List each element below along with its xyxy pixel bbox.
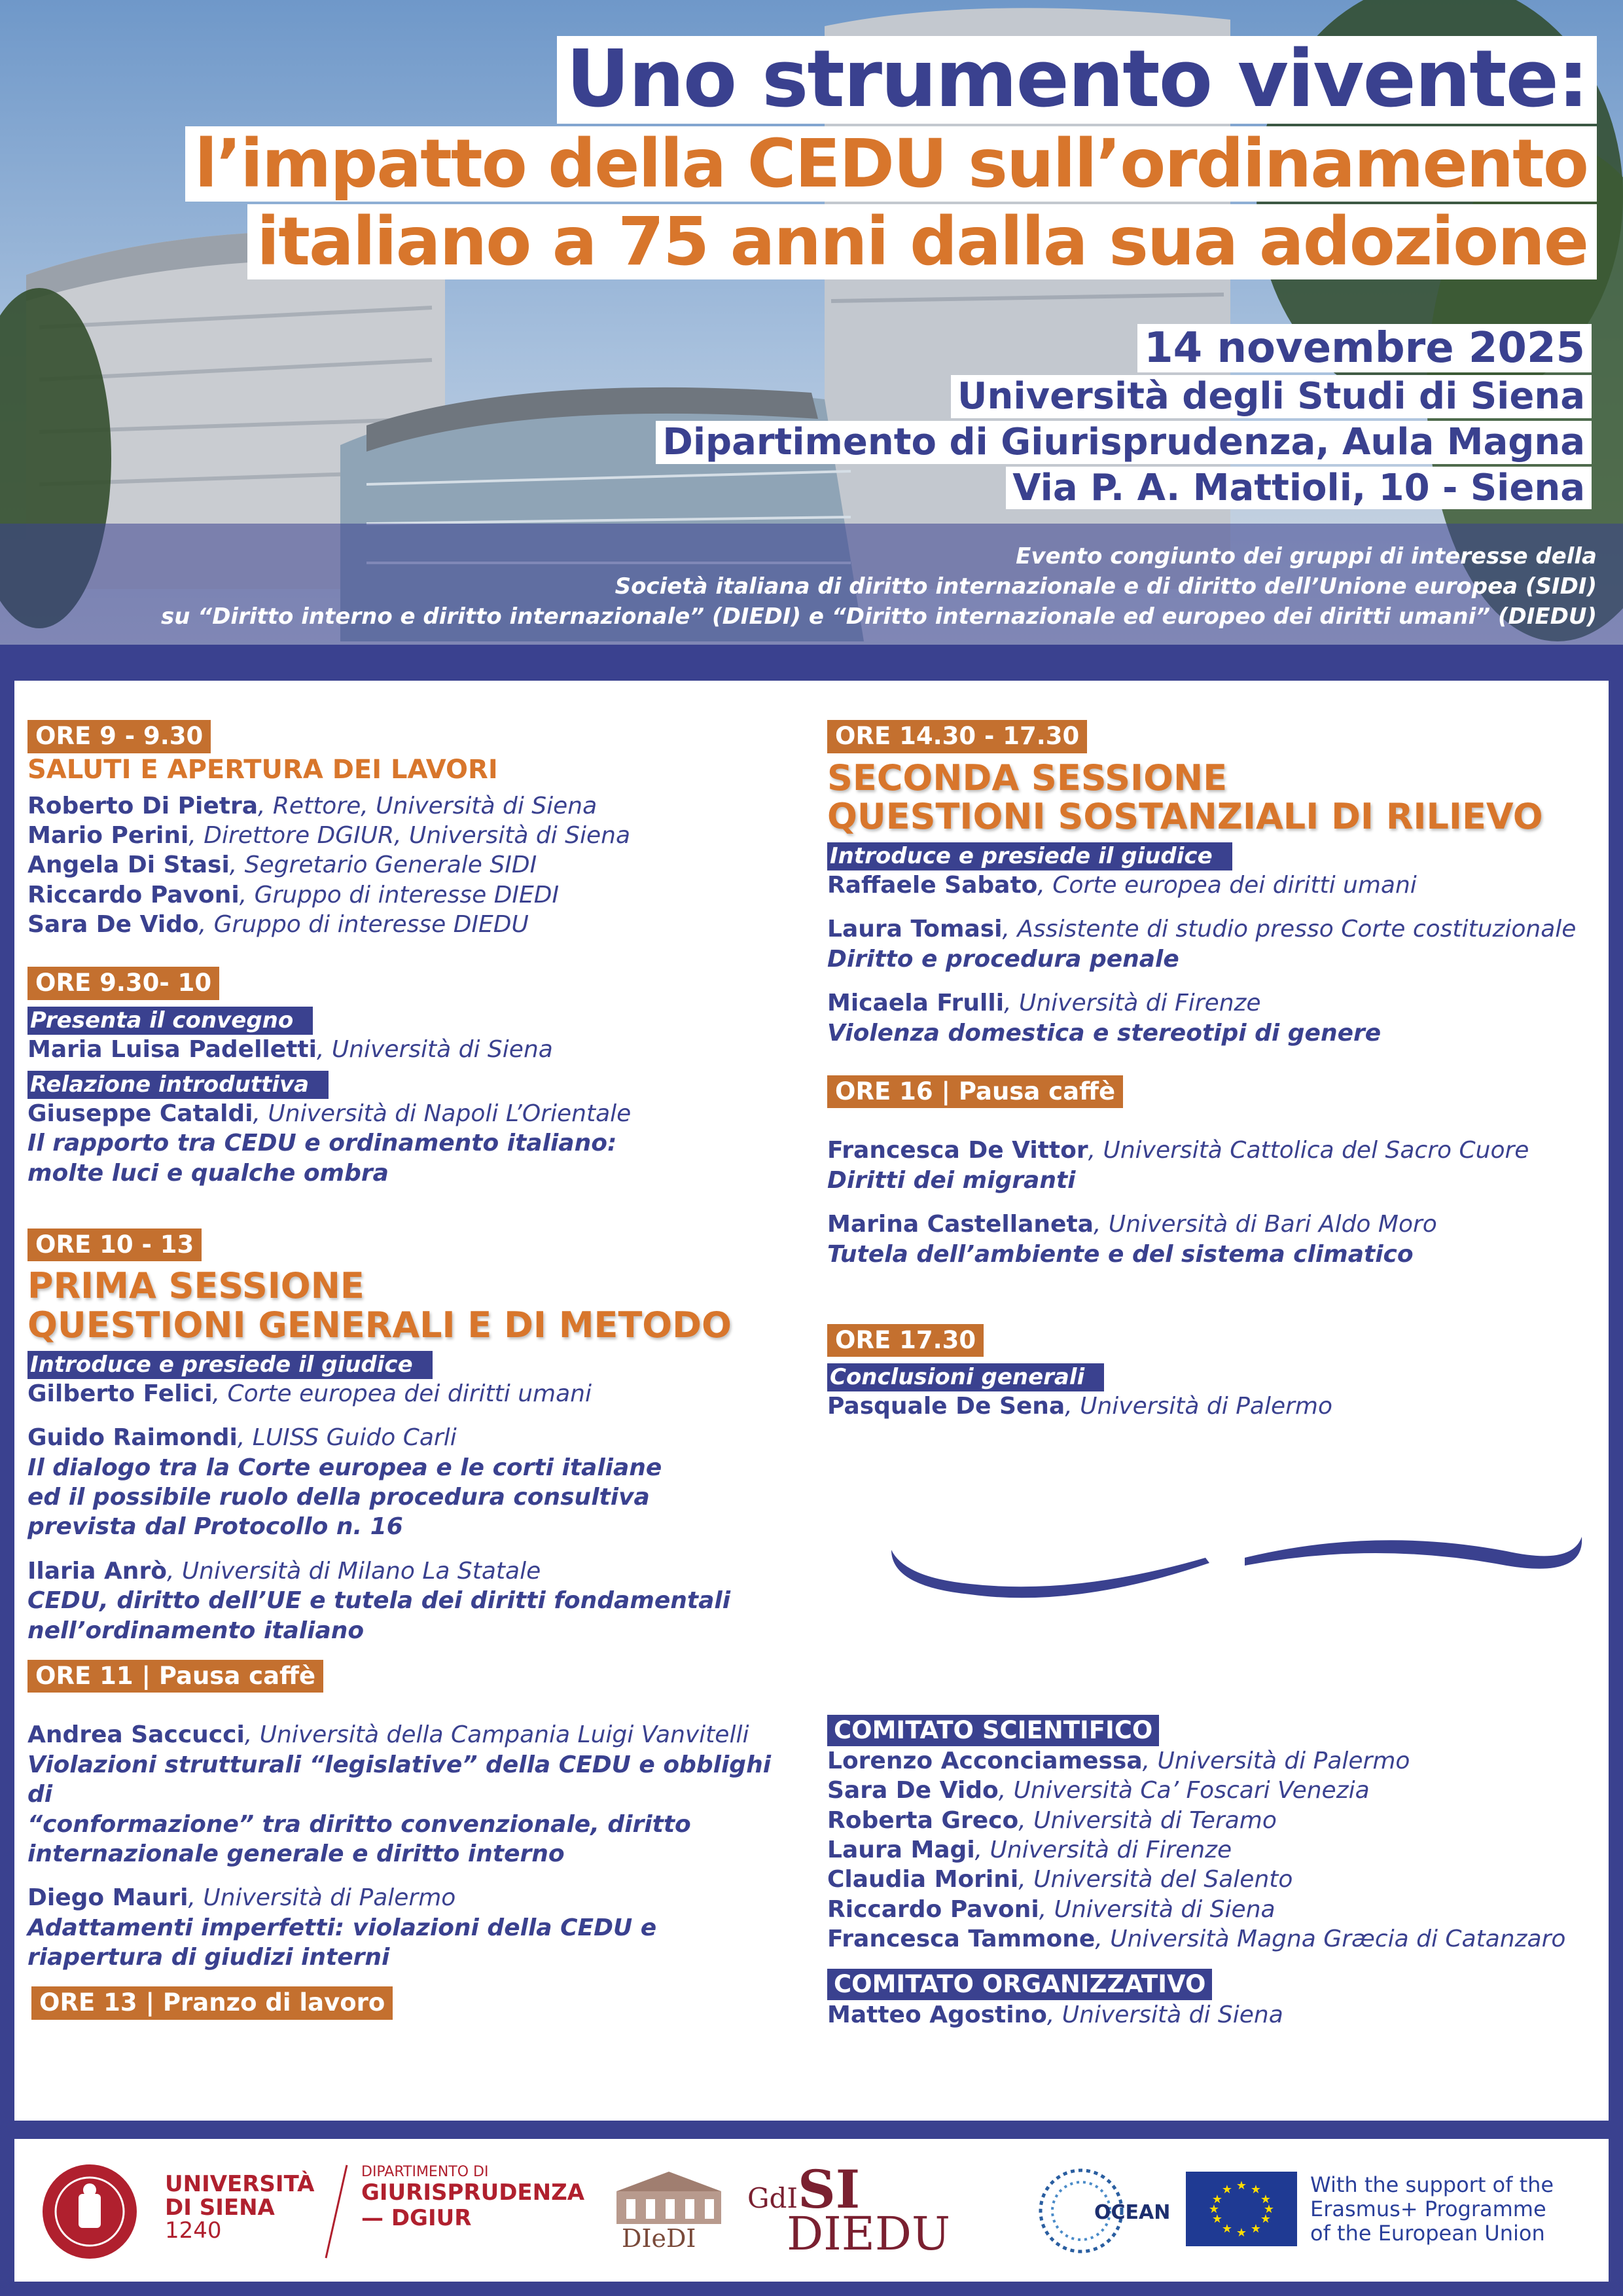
talk-topic: CEDU, diritto dell’UE e tutela dei diritti fondamentali [27, 1587, 731, 1615]
speaker-row: Laura Tomasi, Assistente di studio presso Corte costituzionale [827, 916, 1577, 943]
time-badge-16: ORE 16 | Pausa caffè [827, 1075, 1123, 1109]
time-badge-13: ORE 13 | Pranzo di lavoro [31, 1986, 393, 2020]
speaker-row: Ilaria Anrò, Università di Milano La Statale [27, 1557, 541, 1585]
joint-line-3: su “Diritto interno e diritto internazionale” (DIEDI) e “Diritto internazionale ed europeo dei diritti umani” (DIEDU) [161, 603, 1597, 630]
speaker-row: Diego Mauri, Università di Palermo [27, 1884, 456, 1912]
program-card [14, 681, 1609, 2121]
talk-topic: Diritti dei migranti [827, 1166, 1076, 1194]
logo-divider [323, 2162, 349, 2261]
unisiena-seal-icon [41, 2162, 139, 2261]
role-tag-presiede: Introduce e presiede il giudice [27, 1351, 433, 1379]
committee-list [827, 1746, 1599, 1954]
committee-member: Francesca Tammone, Università Magna Græcia di Catanzaro [827, 1926, 1566, 1953]
role-tag-relazione: Relazione introduttiva [27, 1071, 329, 1099]
talk-topic: Il dialogo tra la Corte europea e le corti italiane [27, 1454, 662, 1481]
speaker-row: Andrea Saccucci, Università della Campania Luigi Vanvitelli [27, 1721, 749, 1749]
time-badge-1730: ORE 17.30 [827, 1324, 984, 1357]
talk-topic: Diritto e procedura penale [827, 945, 1179, 973]
speaker-row: Marina Castellaneta, Università di Bari Aldo Moro [827, 1211, 1437, 1238]
speaker-row: Angela Di Stasi, Segretario Generale SIDI [27, 852, 537, 879]
talk-topic: Violenza domestica e stereotipi di genere [827, 1019, 1382, 1047]
time-badge-10: ORE 10 - 13 [27, 1229, 202, 1262]
dgiur-wordmark: DIPARTIMENTO DI GIURISPRUDENZA — DGIUR [361, 2164, 585, 2232]
joint-line-2: Società italiana di diritto internazionale e di diritto dell’Unione europea (SIDI) [615, 573, 1597, 600]
talk-topic: ed il possibile ruolo della procedura consultiva [27, 1484, 650, 1511]
talk-topic: Violazioni strutturali “legislative” della CEDU e obblighi di [27, 1751, 772, 1808]
time-badge-11: ORE 11 | Pausa caffè [27, 1660, 323, 1693]
speaker-row: Mario Perini, Direttore DGIUR, Università di Siena [27, 821, 631, 849]
committee-scientific-title: COMITATO SCIENTIFICO [827, 1715, 1159, 1746]
ocean-wordmark: OCEAN [1094, 2201, 1171, 2224]
talk-topic: nell’ordinamento italiano [27, 1617, 365, 1644]
svg-text:★: ★ [1221, 2222, 1233, 2236]
diedi-wordmark: DIeDI [622, 2224, 696, 2253]
header-banner [0, 0, 1623, 645]
program-left-column [27, 720, 800, 2020]
speaker-row: Guido Raimondi, LUISS Guido Carli [27, 1424, 457, 1452]
eu-support-text: With the support of the Erasmus+ Programme of the European Union [1310, 2172, 1554, 2246]
speaker-row: Micaela Frulli, Università di Firenze [827, 990, 1261, 1017]
role-tag-conclusioni: Conclusioni generali [827, 1363, 1104, 1391]
talk-topic: Il rapporto tra CEDU e ordinamento italiano: [27, 1130, 617, 1157]
event-address: Via P. A. Mattioli, 10 - Siena [1006, 467, 1592, 510]
event-info [656, 324, 1592, 512]
event-date: 14 novembre 2025 [1137, 324, 1592, 372]
svg-text:★: ★ [1236, 2226, 1247, 2240]
svg-text:★: ★ [1208, 2202, 1220, 2216]
role-tag-presenta: Presenta il convegno [27, 1007, 313, 1035]
role-tag-presiede: Introduce e presiede il giudice [827, 842, 1232, 870]
svg-text:★: ★ [1260, 2212, 1272, 2226]
event-title [185, 36, 1597, 282]
joint-line-1: Evento congiunto dei gruppi di interesse della [1016, 543, 1597, 569]
diedi-building-icon [603, 2159, 734, 2231]
svg-text:★: ★ [1250, 2183, 1262, 2197]
talk-topic: riapertura di giudizi interni [27, 1943, 390, 1971]
speaker-row: Maria Luisa Padelletti, Università di Siena [27, 1035, 553, 1063]
eu-flag-icon [1186, 2172, 1297, 2246]
svg-text:★: ★ [1211, 2193, 1223, 2206]
gdisi-diedu-logo: GdISI DIEDU [747, 2159, 950, 2261]
joint-event-note [161, 542, 1597, 632]
talk-topic: Adattamenti imperfetti: violazioni della CEDU e [27, 1914, 657, 1941]
speaker-row: Riccardo Pavoni, Gruppo di interesse DIEDI [27, 881, 560, 908]
speaker-row: Giuseppe Cataldi, Università di Napoli L’Orientale [27, 1100, 632, 1127]
title-line-1: Uno strumento vivente: [557, 36, 1597, 124]
svg-text:★: ★ [1236, 2179, 1247, 2193]
committee-member: Laura Magi, Università di Firenze [827, 1837, 1232, 1864]
speaker-row: Raffaele Sabato, Corte europea dei diritti umani [827, 872, 1417, 899]
committee-member: Claudia Morini, Università del Salento [827, 1866, 1293, 1893]
committee-member: Lorenzo Acconciamessa, Università di Palermo [827, 1748, 1410, 1774]
footer-logos [14, 2139, 1609, 2282]
decorative-flourish [865, 1532, 1605, 1604]
speaker-row: Roberto Di Pietra, Rettore, Università di Siena [27, 792, 597, 819]
talk-topic: Tutela dell’ambiente e del sistema climatico [827, 1240, 1414, 1268]
speaker-list [27, 791, 800, 940]
talk-topic: internazionale generale e diritto interno [27, 1840, 565, 1867]
program-right-column [827, 720, 1599, 2030]
committee-member: Riccardo Pavoni, Università di Siena [827, 1895, 1275, 1923]
talk-topic: molte luci e qualche ombra [27, 1159, 389, 1187]
speaker-row: Gilberto Felici, Corte europea dei diritti umani [27, 1380, 592, 1408]
speaker-row: Francesca De Vittor, Università Cattolica del Sacro Cuore [827, 1137, 1529, 1164]
talk-topic: “conformazione” tra diritto convenzionale, diritto [27, 1810, 691, 1838]
title-line-2: l’impatto della CEDU sull’ordinamento [185, 126, 1597, 202]
committee-member: Sara De Vido, Università Ca’ Foscari Venezia [827, 1777, 1370, 1804]
section-title-saluti: SALUTI E APERTURA DEI LAVORI [27, 754, 498, 785]
session-title-prima: PRIMA SESSIONE QUESTIONI GENERALI E DI METODO [27, 1265, 732, 1346]
talk-topic: prevista dal Protocollo n. 16 [27, 1513, 403, 1541]
committee-organizing-title: COMITATO ORGANIZZATIVO [827, 1969, 1212, 2000]
speaker-row: Sara De Vido, Gruppo di interesse DIEDU [27, 910, 529, 938]
committee-member: Roberta Greco, Università di Teramo [827, 1806, 1277, 1834]
speaker-row: Pasquale De Sena, Università di Palermo [827, 1393, 1333, 1420]
committee-member: Matteo Agostino, Università di Siena [827, 2001, 1283, 2028]
event-university: Università degli Studi di Siena [951, 375, 1592, 418]
unisiena-wordmark: UNIVERSITÀ DI SIENA 1240 [165, 2171, 315, 2244]
time-badge-930: ORE 9.30- 10 [27, 967, 219, 1000]
title-line-3: italiano a 75 anni dalla sua adozione [247, 204, 1597, 279]
event-department: Dipartimento di Giurisprudenza, Aula Magna [656, 421, 1592, 464]
svg-text:★: ★ [1221, 2183, 1233, 2197]
svg-text:★: ★ [1250, 2222, 1262, 2236]
time-badge-9: ORE 9 - 9.30 [27, 720, 211, 753]
svg-text:★: ★ [1211, 2212, 1223, 2226]
session-title-seconda: SECONDA SESSIONE QUESTIONI SOSTANZIALI DI RILIEVO [827, 757, 1543, 837]
svg-text:★: ★ [1263, 2202, 1275, 2216]
svg-text:★: ★ [1260, 2193, 1272, 2206]
time-badge-1430: ORE 14.30 - 17.30 [827, 720, 1087, 753]
